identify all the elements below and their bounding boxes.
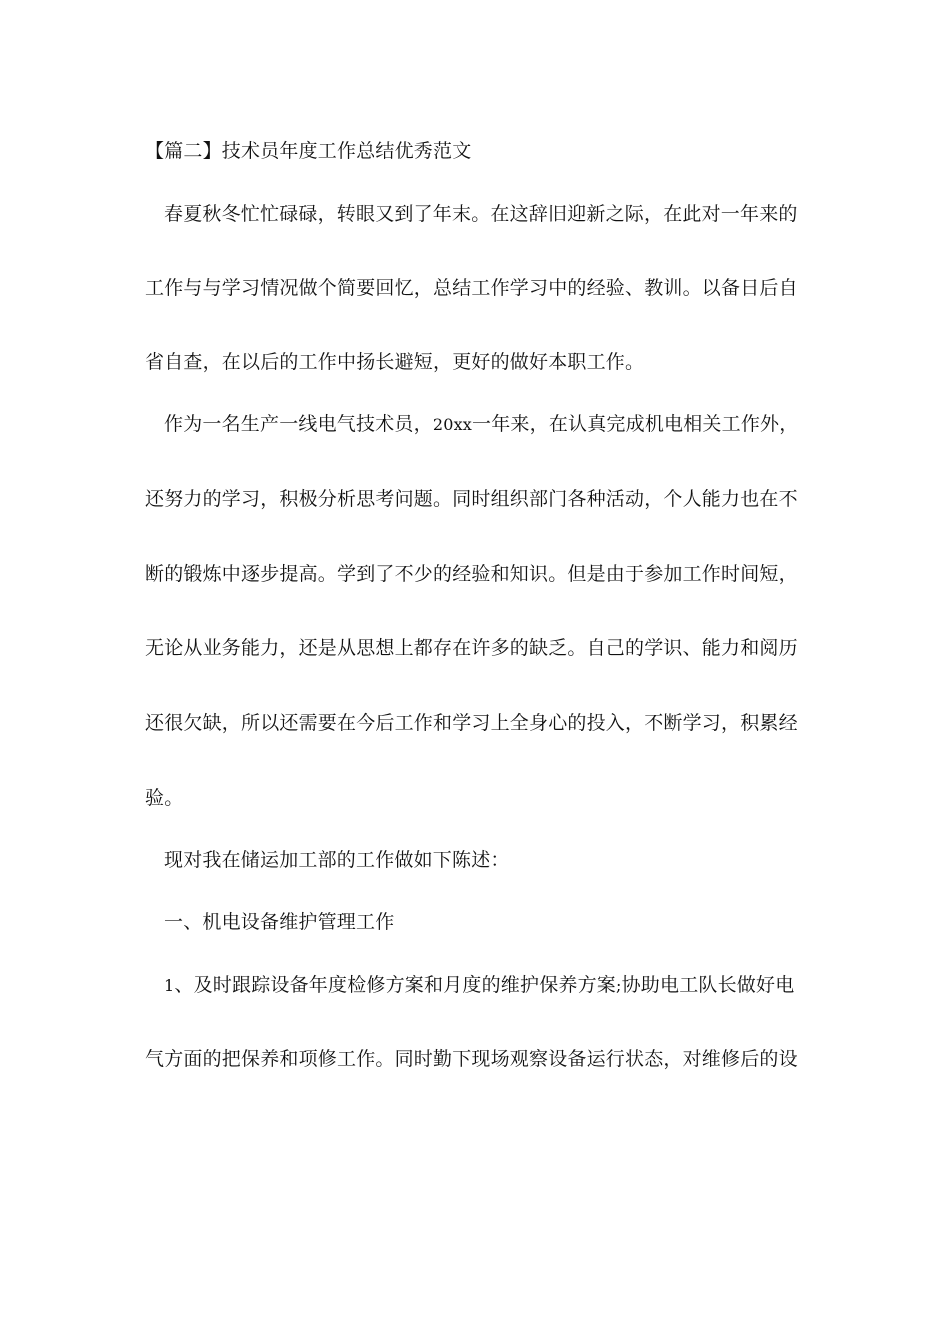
paragraph-1-line-3: 省自查，在以后的工作中扬长避短，更好的做好本职工作。 [145,351,645,373]
item-1-separator: ; [616,976,622,995]
year-placeholder: 20xx [432,415,473,434]
paragraph-2-line-1-text-a: 作为一名生产一线电气技术员， [164,413,433,435]
paragraph-2-line-3: 断的锻炼中逐步提高。学到了不少的经验和知识。但是由于参加工作时间短， [145,563,798,585]
paragraph-1-line-2: 工作与与学习情况做个简要回忆，总结工作学习中的经验、教训。以备日后自 [145,277,798,299]
paragraph-2-line-1 [164,410,804,439]
paragraph-2-line-2: 还努力的学习，积极分析思考问题。同时组织部门各种活动，个人能力也在不 [145,488,798,510]
paragraph-2-line-4: 无论从业务能力，还是从思想上都存在许多的缺乏。自己的学识、能力和阅历 [145,637,798,659]
document-heading: 【篇二】技术员年度工作总结优秀范文 [145,140,472,162]
paragraph-1-line-1: 春夏秋冬忙忙碌碌，转眼又到了年末。在这辞旧迎新之际，在此对一年来的 [164,203,798,225]
paragraph-2-line-6: 验。 [145,787,184,809]
paragraph-2-line-1-text-b: 一年来，在认真完成机电相关工作外， [472,413,799,435]
item-1-number: 1 [164,976,175,995]
item-1-text-a: 、及时跟踪设备年度检修方案和月度的维护保养方案 [174,974,616,996]
section-heading-1: 一、机电设备维护管理工作 [164,911,395,933]
paragraph-2-line-5: 还很欠缺，所以还需要在今后工作和学习上全身心的投入，不断学习，积累经 [145,712,798,734]
item-1-text-b: 协助电工队长做好电 [621,974,795,996]
paragraph-3: 现对我在储运加工部的工作做如下陈述： [164,849,510,871]
item-1-line-2: 气方面的把保养和项修工作。同时勤下现场观察设备运行状态，对维修后的设 [145,1048,798,1070]
item-1-line-1 [164,971,804,1000]
